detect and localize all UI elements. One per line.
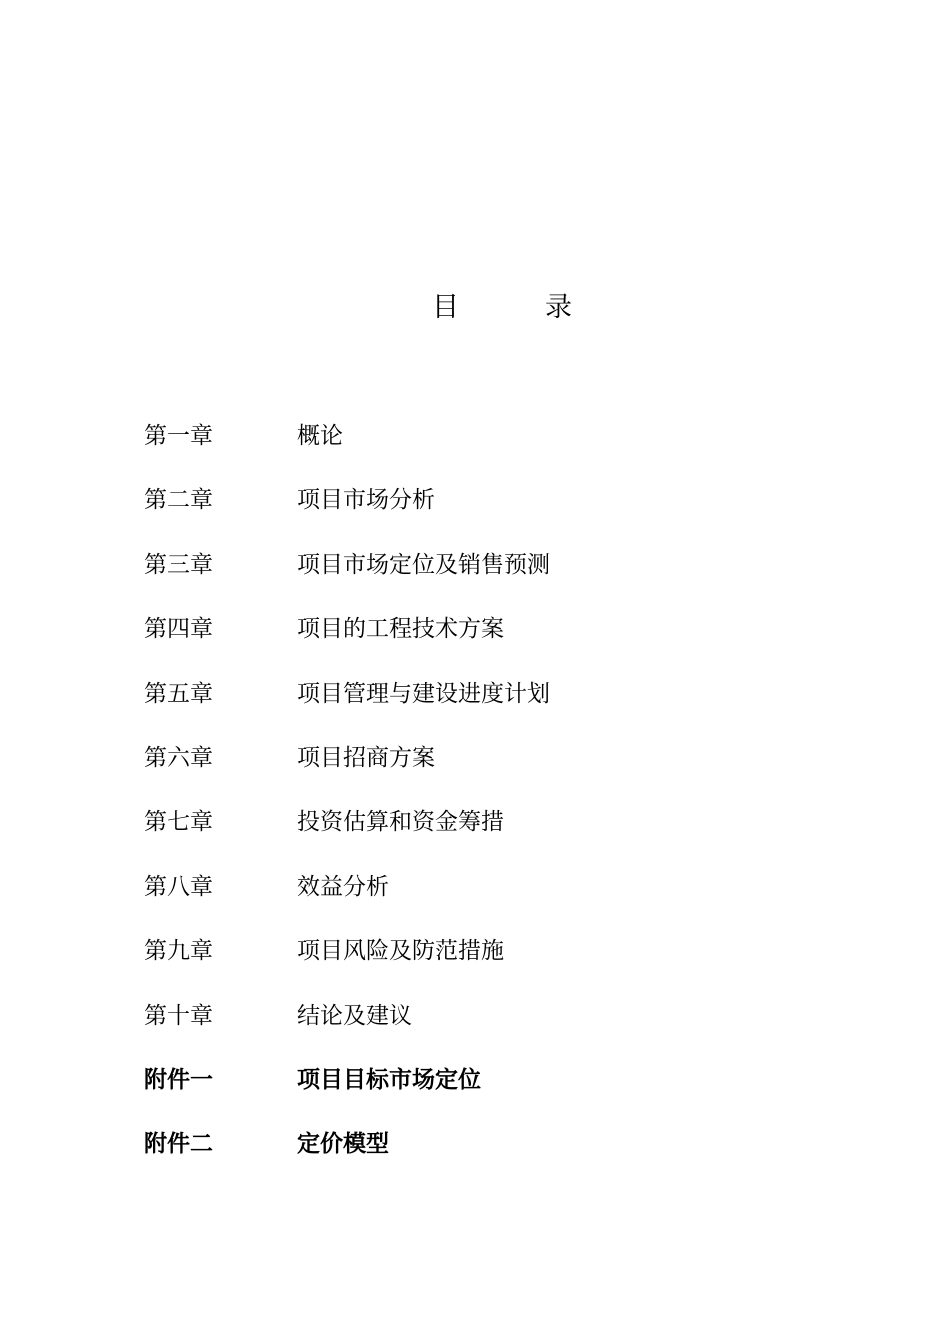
toc-entry-number: 第五章 xyxy=(144,680,213,707)
toc-entry-label: 结论及建议 xyxy=(297,1002,412,1029)
toc-entry-label: 项目的工程技术方案 xyxy=(297,616,504,643)
toc-entry-chapter-9 xyxy=(144,929,844,993)
toc-entry-chapter-5 xyxy=(144,672,844,736)
toc-entry-number: 附件一 xyxy=(144,1066,213,1093)
toc-entry-number: 第三章 xyxy=(144,551,213,578)
toc-entry-appendix-2 xyxy=(144,1122,844,1186)
toc-title xyxy=(0,288,950,328)
toc-entry-chapter-4 xyxy=(144,607,844,671)
toc-entry-number: 第四章 xyxy=(144,616,213,643)
toc-entry-number: 第十章 xyxy=(144,1002,213,1029)
toc-entry-label: 定价模型 xyxy=(297,1131,389,1158)
toc-entry-appendix-1 xyxy=(144,1058,844,1122)
toc-entry-number: 第七章 xyxy=(144,809,213,836)
toc-entry-chapter-7 xyxy=(144,800,844,864)
toc-entry-chapter-1 xyxy=(144,414,844,478)
toc-entry-chapter-6 xyxy=(144,736,844,800)
toc-entry-label: 项目市场分析 xyxy=(297,487,435,514)
toc-list xyxy=(144,414,844,1187)
toc-entry-label: 项目市场定位及销售预测 xyxy=(297,551,550,578)
toc-entry-chapter-10 xyxy=(144,994,844,1058)
toc-entry-label: 项目招商方案 xyxy=(297,744,435,771)
toc-entry-number: 第八章 xyxy=(144,873,213,900)
toc-title-char-1: 目 xyxy=(432,292,459,323)
toc-entry-number: 附件二 xyxy=(144,1131,213,1158)
toc-entry-number: 第六章 xyxy=(144,744,213,771)
toc-entry-number: 第一章 xyxy=(144,423,213,449)
toc-entry-label: 项目管理与建设进度计划 xyxy=(297,680,550,707)
toc-entry-label: 项目目标市场定位 xyxy=(297,1066,481,1093)
toc-entry-label: 效益分析 xyxy=(297,873,389,900)
toc-entry-number: 第二章 xyxy=(144,487,213,514)
toc-entry-label: 投资估算和资金筹措 xyxy=(297,809,504,836)
toc-entry-chapter-8 xyxy=(144,865,844,929)
toc-entry-chapter-3 xyxy=(144,543,844,607)
toc-entry-label: 概论 xyxy=(297,423,343,449)
toc-entry-label: 项目风险及防范措施 xyxy=(297,938,504,965)
toc-entry-chapter-2 xyxy=(144,478,844,542)
toc-entry-number: 第九章 xyxy=(144,938,213,965)
toc-title-char-2: 录 xyxy=(545,292,572,323)
